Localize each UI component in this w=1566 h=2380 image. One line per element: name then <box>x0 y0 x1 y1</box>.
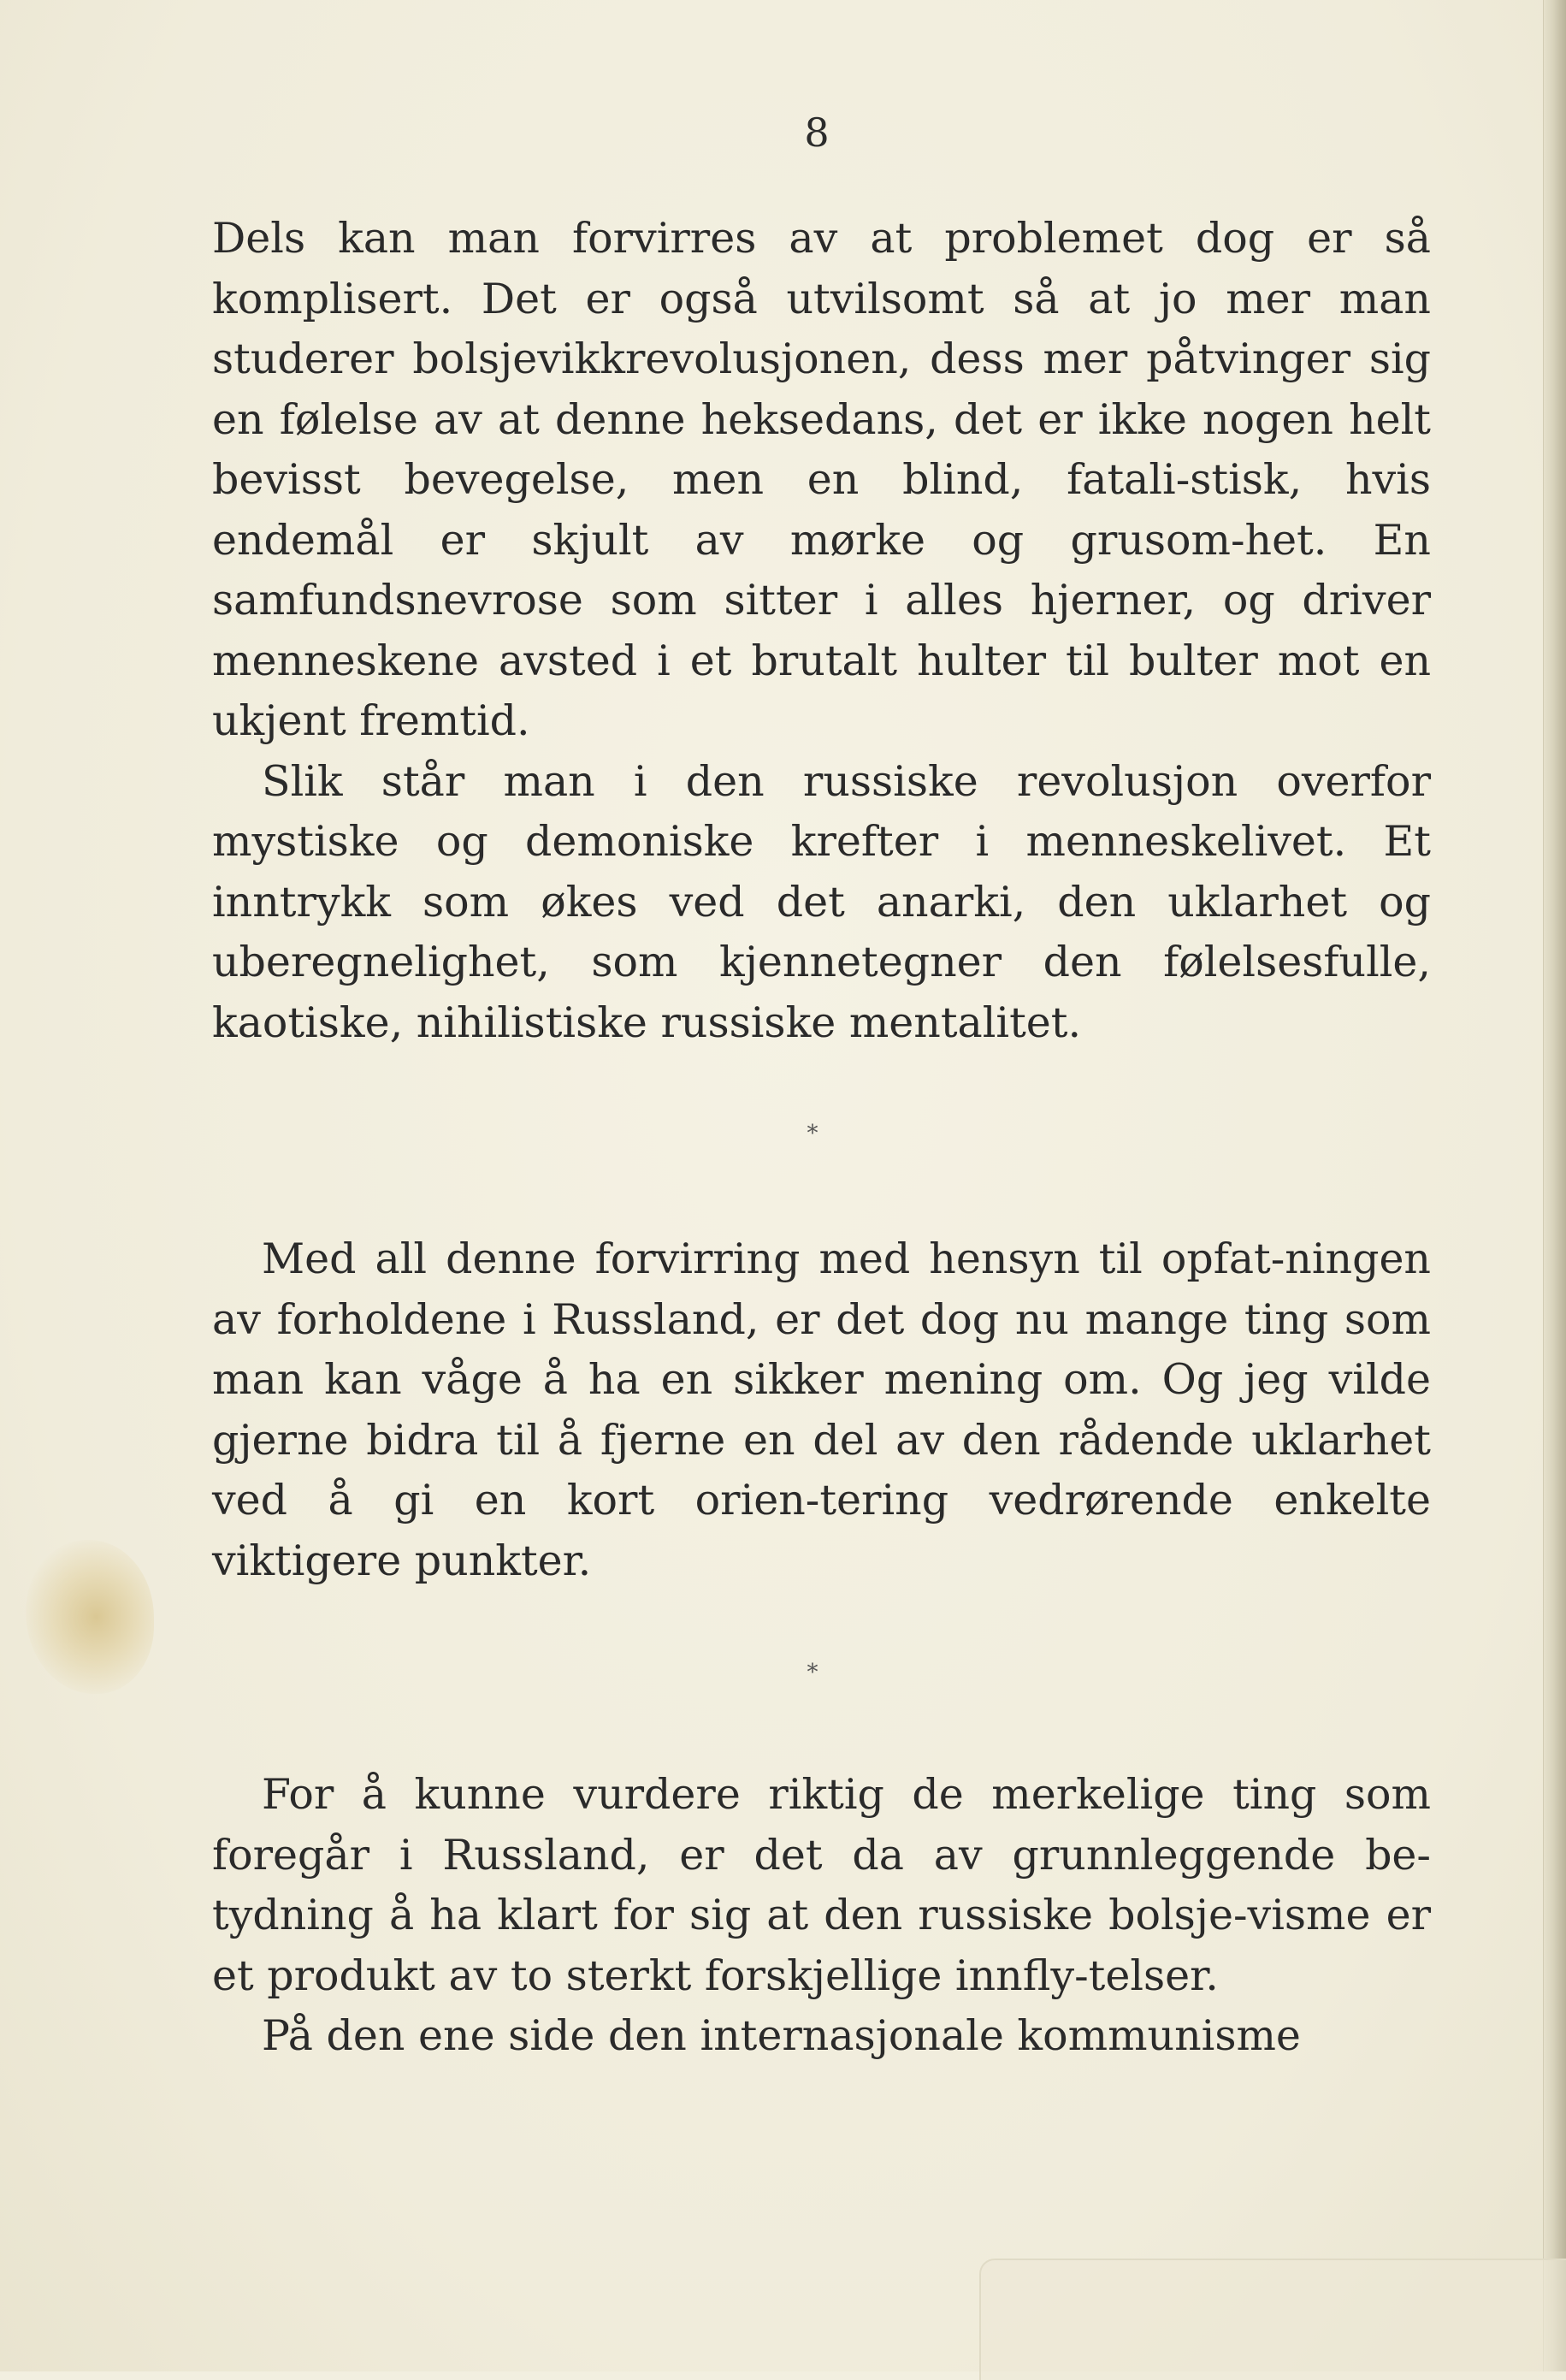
section-1 <box>212 209 1431 1053</box>
section-separator: * <box>807 1121 818 1146</box>
page-number: 8 <box>804 110 830 156</box>
bookmark-tab-outline <box>979 2259 1566 2380</box>
section-separator: * <box>807 1660 818 1685</box>
paragraph: For å kunne vurdere riktig de merkelige ting som foregår i Russland, er det da av grunnleggende be-tydning å ha klart for sig at den russiske bolsje-visme er et produkt av to sterkt forskjellige innfly-telser. <box>212 1770 1431 2000</box>
page-edge <box>1543 0 1566 2371</box>
section-3 <box>212 1765 1431 2067</box>
paragraph: Med all denne forvirring med hensyn til opfat-ningen av forholdene i Russland, er det dog nu mange ting som man kan våge å ha en sikker mening om. Og jeg vilde gjerne bidra til å fjerne en del av den rådende uklarhet ved å gi en kort orien-tering vedrørende enkelte viktigere punkter. <box>212 1234 1431 1585</box>
paragraph: Slik står man i den russiske revolusjon overfor mystiske og demoniske krefter i menneskelivet. Et inntrykk som økes ved det anarki, den uklarhet og uberegnelighet, som kjennetegner den følelsesfulle, kaotiske, nihilistiske russiske mentalitet. <box>212 756 1431 1047</box>
paragraph: På den ene side den internasjonale kommunisme <box>262 2011 1301 2060</box>
paragraph: Dels kan man forvirres av at problemet dog er så komplisert. Det er også utvilsomt så at jo mer man studerer bolsjevikkrevolusjonen, dess mer påtvinger sig en følelse av at denne heksedans, det er ikke nogen helt bevisst bevegelse, men en blind, fatali-stisk, hvis endemål er skjult av mørke og grusom-het. En samfundsnevrose som sitter i alles hjerner, og driver menneskene avsted i et brutalt hulter til bulter mot en ukjent fremtid. <box>212 214 1431 745</box>
section-2 <box>212 1229 1431 1591</box>
